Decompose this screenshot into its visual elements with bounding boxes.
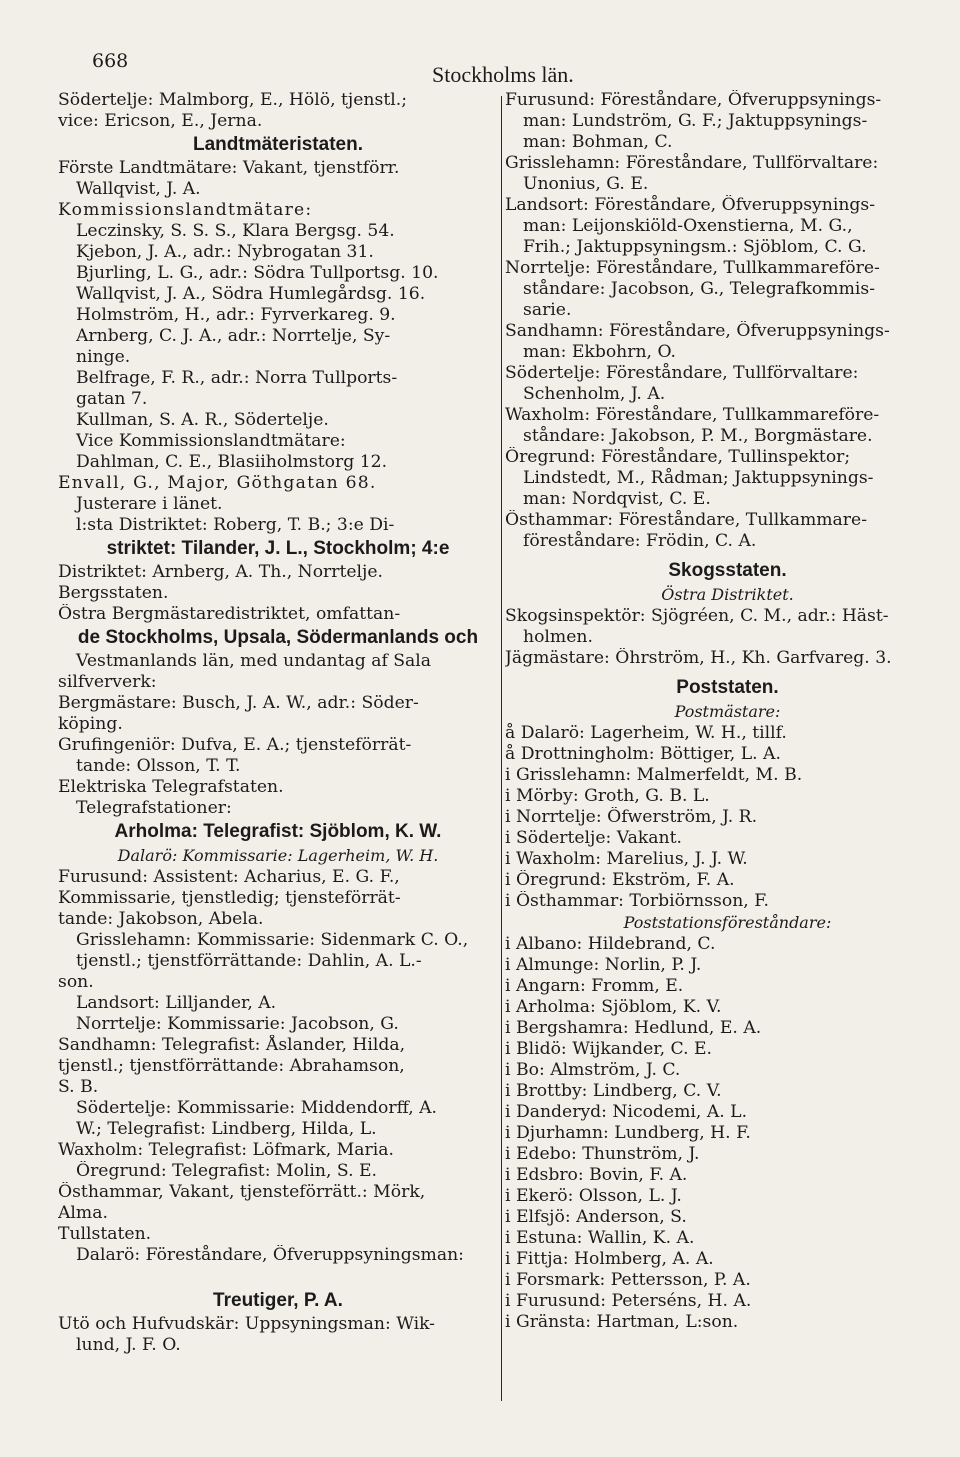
text-line: tande: Jakobson, Abela. xyxy=(58,909,264,929)
section-heading: striktet: Tilander, J. L., Stockholm; 4:e xyxy=(106,538,450,559)
text-line: i Fittja: Holmberg, A. A. xyxy=(505,1249,714,1269)
text-line: tjenstl.; tjenstförrättande: Dahlin, A. L.- xyxy=(76,951,422,971)
text-line: i Blidö: Wijkander, C. E. xyxy=(505,1039,713,1059)
text-line: i Danderyd: Nicodemi, A. L. xyxy=(505,1102,748,1122)
text-line: l:sta Distriktet: Roberg, T. B.; 3:e Di- xyxy=(76,515,395,535)
text-line: Landsort: Föreståndare, Öfveruppsynings- xyxy=(505,195,876,215)
text-line: Grisslehamn: Föreståndare, Tullförvaltare: xyxy=(505,153,879,173)
text-line: i Albano: Hildebrand, C. xyxy=(505,934,716,954)
text-line: Sandhamn: Telegrafist: Åslander, Hilda, xyxy=(58,1035,406,1055)
text-line: å Drottningholm: Böttiger, L. A. xyxy=(505,744,781,764)
text-line: Förste Landtmätare: Vakant, tjenstförr. xyxy=(58,158,400,178)
text-line: Dahlman, C. E., Blasiiholmstorg 12. xyxy=(76,452,388,472)
text-line: man: Bohman, C. xyxy=(523,132,673,152)
text-line: man: Nordqvist, C. E. xyxy=(523,489,711,509)
text-line: Bjurling, L. G., adr.: Södra Tullportsg. 10. xyxy=(76,263,439,283)
text-line: Waxholm: Telegrafist: Löfmark, Maria. xyxy=(58,1140,394,1160)
text-line: Östhammar: Föreståndare, Tullkammare- xyxy=(505,510,868,530)
text-line: sarie. xyxy=(523,300,572,320)
text-line: Öregrund: Föreståndare, Tullinspektor; xyxy=(505,447,851,467)
text-line: Holmström, H., adr.: Fyrverkareg. 9. xyxy=(76,305,396,325)
text-line: Wallqvist, J. A., Södra Humlegårdsg. 16. xyxy=(76,284,426,304)
text-line: i Angarn: Fromm, E. xyxy=(505,976,684,996)
text-line: Wallqvist, J. A. xyxy=(76,179,201,199)
text-line: Norrtelje: Kommissarie: Jacobson, G. xyxy=(76,1014,399,1034)
page-number: 668 xyxy=(92,50,129,72)
text-line: tande: Olsson, T. T. xyxy=(76,756,241,776)
section-heading: Poststaten. xyxy=(676,677,779,698)
running-head: Stockholms län. xyxy=(432,62,574,87)
text-line: Elektriska Telegrafstaten. xyxy=(58,777,284,797)
text-line: i Furusund: Peterséns, H. A. xyxy=(505,1291,752,1311)
text-line: Södertelje: Föreståndare, Tullförvaltare: xyxy=(505,363,859,383)
text-line: i Östhammar: Torbiörnsson, F. xyxy=(505,891,769,911)
section-heading: Skogsstaten. xyxy=(668,560,787,581)
text-line: vice: Ericson, E., Jerna. xyxy=(58,111,263,131)
text-line: Östra Bergmästaredistriktet, omfattan- xyxy=(58,604,401,624)
text-line: å Dalarö: Lagerheim, W. H., tillf. xyxy=(505,723,787,743)
text-line: i Ekerö: Olsson, L. J. xyxy=(505,1186,682,1206)
text-line: Vestmanlands län, med undantag af Sala xyxy=(76,651,432,671)
text-line: Vice Kommissionslandtmätare: xyxy=(76,431,346,451)
text-line: Kjebon, J. A., adr.: Nybrogatan 31. xyxy=(76,242,374,262)
text-line: W.; Telegrafist: Lindberg, Hilda, L. xyxy=(76,1119,377,1139)
right-column xyxy=(505,90,950,1333)
text-line: i Forsmark: Pettersson, P. A. xyxy=(505,1270,751,1290)
text-line: Öregrund: Telegrafist: Molin, S. E. xyxy=(76,1161,378,1181)
text-line: i Elfsjö: Anderson, S. xyxy=(505,1207,687,1227)
text-line: silfververk: xyxy=(58,672,157,692)
text-line: Norrtelje: Föreståndare, Tullkammareföre- xyxy=(505,258,880,278)
text-line: Kommissarie, tjenstledig; tjensteförrät- xyxy=(58,888,401,908)
section-heading: Arholma: Telegrafist: Sjöblom, K. W. xyxy=(114,821,442,842)
text-line: son. xyxy=(58,972,94,992)
section-heading: Treutiger, P. A. xyxy=(213,1290,343,1311)
text-line: gatan 7. xyxy=(76,389,148,409)
subheading-italic: Poststationsföreståndare: xyxy=(623,913,832,932)
text-line: Grufingeniör: Dufva, E. A.; tjensteförrät- xyxy=(58,735,412,755)
text-line: Bergsstaten. xyxy=(58,583,169,603)
text-line: i Arholma: Sjöblom, K. V. xyxy=(505,997,722,1017)
text-line: Arnberg, C. J. A., adr.: Norrtelje, Sy- xyxy=(76,326,391,346)
text-line: Frih.; Jaktuppsyningsm.: Sjöblom, C. G. xyxy=(523,237,867,257)
section-heading: de Stockholms, Upsala, Södermanlands och xyxy=(77,627,479,648)
subheading-italic: Dalarö: Kommissarie: Lagerheim, W. H. xyxy=(117,846,439,865)
text-line: i Brottby: Lindberg, C. V. xyxy=(505,1081,722,1101)
text-line: Belfrage, F. R., adr.: Norra Tullports- xyxy=(76,368,398,388)
text-line: i Bo: Almström, J. C. xyxy=(505,1060,681,1080)
text-line: Utö och Hufvudskär: Uppsyningsman: Wik- xyxy=(58,1314,435,1334)
text-line: ninge. xyxy=(76,347,131,367)
text-line: Sandhamn: Föreståndare, Öfveruppsynings- xyxy=(505,321,890,341)
text-line: Unonius, G. E. xyxy=(523,174,649,194)
text-line: ståndare: Jakobson, P. M., Borgmästare. xyxy=(523,426,873,446)
text-line: i Waxholm: Marelius, J. J. W. xyxy=(505,849,748,869)
text-line: Kullman, S. A. R., Södertelje. xyxy=(76,410,329,430)
text-line: Jägmästare: Öhrström, H., Kh. Garfvareg. 3. xyxy=(505,648,892,668)
text-line: Södertelje: Kommissarie: Middendorff, A. xyxy=(76,1098,437,1118)
text-line: i Edebo: Thunström, J. xyxy=(505,1144,700,1164)
subheading: Kommissionslandtmätare: xyxy=(58,200,313,220)
text-line: Alma. xyxy=(58,1203,108,1223)
text-line: man: Ekbohrn, O. xyxy=(523,342,677,362)
text-line: Furusund: Assistent: Acharius, E. G. F., xyxy=(58,867,400,887)
text-line: Schenholm, J. A. xyxy=(523,384,666,404)
text-line: föreståndare: Frödin, C. A. xyxy=(523,531,757,551)
text-line: Grisslehamn: Kommissarie: Sidenmark C. O., xyxy=(76,930,469,950)
text-line: i Södertelje: Vakant. xyxy=(505,828,682,848)
text-line: lund, J. F. O. xyxy=(76,1335,181,1355)
text-line: Landsort: Lilljander, A. xyxy=(76,993,277,1013)
text-line: köping. xyxy=(58,714,123,734)
text-line: i Norrtelje: Öfwerström, J. R. xyxy=(505,807,758,827)
text-line: i Djurhamn: Lundberg, H. F. xyxy=(505,1123,751,1143)
text-line: i Edsbro: Bovin, F. A. xyxy=(505,1165,688,1185)
text-line: Lindstedt, M., Rådman; Jaktuppsynings- xyxy=(523,468,874,488)
text-line: i Gränsta: Hartman, L:son. xyxy=(505,1312,739,1332)
text-line: man: Leijonskiöld-Oxenstierna, M. G., xyxy=(523,216,853,236)
text-line: Dalarö: Föreståndare, Öfveruppsyningsman: xyxy=(76,1245,464,1265)
left-column xyxy=(58,90,498,1356)
subheading: Envall, G., Major, Göthgatan 68. xyxy=(58,473,377,493)
text-line: i Almunge: Norlin, P. J. xyxy=(505,955,702,975)
section-heading: Landtmäteristaten. xyxy=(193,134,363,155)
text-line: i Mörby: Groth, G. B. L. xyxy=(505,786,710,806)
text-line: Östhammar, Vakant, tjensteförrätt.: Mörk, xyxy=(58,1182,426,1202)
text-line: ståndare: Jacobson, G., Telegrafkommis- xyxy=(523,279,875,299)
text-line: S. B. xyxy=(58,1077,99,1097)
subheading-italic: Östra Distriktet. xyxy=(661,585,794,604)
text-line: Furusund: Föreståndare, Öfveruppsynings- xyxy=(505,90,882,110)
text-line: i Estuna: Wallin, K. A. xyxy=(505,1228,695,1248)
text-line: Waxholm: Föreståndare, Tullkammareföre- xyxy=(505,405,880,425)
text-line: Leczinsky, S. S. S., Klara Bergsg. 54. xyxy=(76,221,395,241)
text-line: Skogsinspektör: Sjögréen, C. M., adr.: Häst- xyxy=(505,606,889,626)
column-divider xyxy=(501,96,502,1401)
text-line: Södertelje: Malmborg, E., Hölö, tjenstl.; xyxy=(58,90,407,110)
text-line: Justerare i länet. xyxy=(76,494,223,514)
text-line: Telegrafstationer: xyxy=(76,798,232,818)
text-line: i Grisslehamn: Malmerfeldt, M. B. xyxy=(505,765,803,785)
text-line: Distriktet: Arnberg, A. Th., Norrtelje. xyxy=(58,562,384,582)
text-line: i Öregrund: Ekström, F. A. xyxy=(505,870,735,890)
text-line: Bergmästare: Busch, J. A. W., adr.: Söder- xyxy=(58,693,419,713)
text-line: tjenstl.; tjenstförrättande: Abrahamson, xyxy=(58,1056,405,1076)
text-line: i Bergshamra: Hedlund, E. A. xyxy=(505,1018,762,1038)
text-line: Tullstaten. xyxy=(58,1224,152,1244)
text-line: holmen. xyxy=(523,627,593,647)
subheading-italic: Postmästare: xyxy=(674,702,781,721)
text-line: man: Lundström, G. F.; Jaktuppsynings- xyxy=(523,111,868,131)
